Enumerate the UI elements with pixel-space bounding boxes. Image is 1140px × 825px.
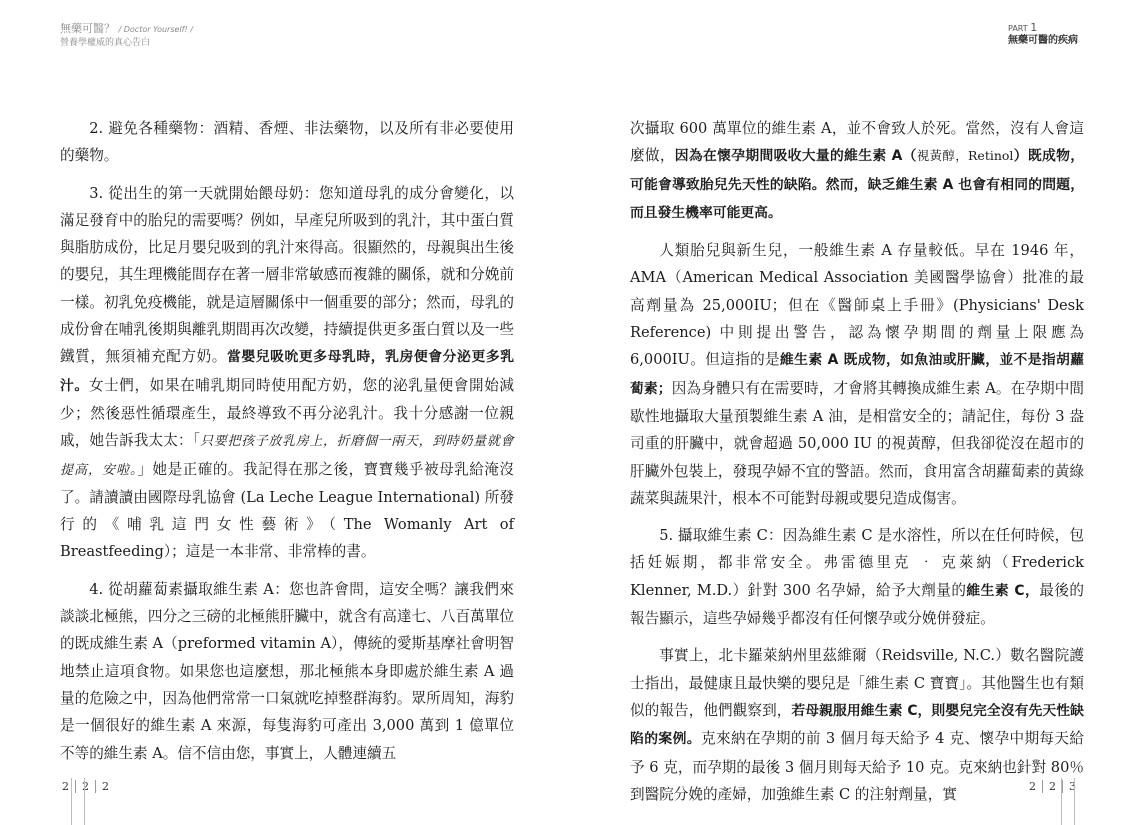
paragraph-2: 2. 避免各種藥物：酒精、香煙、非法藥物，以及所有非必要使用的藥物。 — [60, 120, 514, 165]
footer-rule — [84, 778, 85, 825]
book-subtitle: 營養學權威的真心告白 — [60, 38, 151, 48]
book-title-english: / Doctor Yourself! / — [118, 25, 193, 34]
paragraph-3: 3. 從出生的第一天就開始餵母奶：您知道母乳的成分會變化，以滿足發育中的胎兒的需要嗎？例如，早產兒所吸到的乳汁，其中蛋白質與脂肪成份，比足月嬰兒吸到的乳汁來得高。很顯然的，母親與出生後的嬰兒，其生理機能間存在著一層非常敏感而複雜的關係，就和分娩前一樣。初乳免疫機能，就是這層關係中一個重要的部分；然而，母乳的成份會在哺乳後期與離乳期間再次改變，持續提供更多蛋白質以及一些鐵質，無須補充配方奶。當嬰兒吸吮更多母乳時，乳房便會分泌更多乳汁。女士們，如果在哺乳期同時使用配方奶，您的泌乳量便會開始減少；然後惡性循環產生，最終導致不再分泌乳汁。我十分感謝一位親戚，她告訴我太太：「只要把孩子放乳房上，折磨個一兩天，到時奶量就會提高，安啦。」她是正確的。我記得在那之後，寶寶幾乎被母乳給淹沒了。請讀讀由國際母乳協會 (La Leche League International) 所發行的《哺乳這門女性藝術》（The Womanly Art of Breastfeeding）；這是一本非常、非常棒的書。 — [60, 184, 514, 561]
footer-rule — [1061, 778, 1062, 825]
paragraph-4: 4. 從胡蘿蔔素攝取維生素 A：您也許會問，這安全嗎？讓我們來談談北極熊，四分之三磅的北極熊肝臟中，就含有高達七、八百萬單位的既成維生素 A（preformed vitamin A），傳統的愛斯基摩社會明智地禁止這項食物。如果您也這麼想，那北極熊本身即處於維生素 A 過量的危險之中，因為他們常常一口氣就吃掉整群海豹。眾所周知，海豹是一個很好的維生素 A 來源，每隻海豹可產出 3,000 萬到 1 億單位不等的維生素 A。信不信由您，事實上，人體連續五 — [60, 580, 514, 762]
page-number-left: 2 2 2 — [56, 780, 115, 793]
footer-rule — [71, 778, 72, 825]
quoted-advice: 只要把孩子放乳房上，折磨個一兩天，到時奶量就會提高，安啦。 — [60, 434, 514, 478]
paragraph-vitamin-a-levels: 人類胎兒與新生兒，一般維生素 A 存量較低。早在 1946 年，AMA（American Medical Association 美國醫學協會）批准的最高劑量為 25,000IU；但在《醫師桌上手冊》(Physicians' Desk Reference) 中則提出警告，認為懷孕期間的劑量上限應為 6,000IU。但這指的是維生素 A 既成物，如魚油或肝臟，並不是指胡蘿蔔素；因為身體只有在需要時，才會將其轉換成維生素 A。在孕期中間歇性地攝取大量預製維生素 A 油，是相當安全的；請記住，每份 3 盎司重的肝臟中，就會超過 50,000 IU 的視黃醇，但我卻從沒在超市的肝臟外包裝上，發現孕婦不宜的警語。然而，食用富含胡蘿蔔素的黃綠蔬菜與蔬果汁，根本不可能對母親或嬰兒造成傷害。 — [630, 242, 1084, 507]
paragraph-5: 5. 攝取維生素 C：因為維生素 C 是水溶性，所以在任何時候，包括妊娠期，都非常安全。弗雷德里克 ‧ 克萊納（Frederick Klenner, M.D.）針對 300 名孕婦，給予大劑量的維生素 C，最後的報告顯示，這些孕婦幾乎都沒有任何懷孕或分娩併發症。 — [630, 527, 1084, 628]
right-body-text — [630, 115, 1084, 818]
book-title: 無藥可醫？ — [60, 22, 115, 35]
page-number-right: 2 2 3 — [1023, 780, 1082, 793]
paragraph-vitamin-c-babies: 事實上，北卡羅萊納州里茲維爾（Reidsville, N.C.）數名醫院護士指出，最健康且最快樂的嬰兒是「維生素 C 寶寶」。其他醫生也有類似的報告，他們觀察到，若母親服用維生素 C，則嬰兒完全沒有先天性缺陷的案例。克來納在孕期的前 3 個月每天給予 4 克、懷孕中期每天給予 6 克，而孕期的最後 3 個月則每天給予 10 克。克來納也針對 80％到醫院分娩的產婦，加強維生素 C 的注射劑量，實 — [630, 647, 1085, 803]
right-page — [570, 0, 1140, 825]
running-header-right: PART 1 無藥可醫的疾病 — [1008, 21, 1078, 46]
running-header-left — [60, 22, 193, 49]
left-body-text — [60, 115, 514, 777]
paragraph-continued: 次攝取 600 萬單位的維生素 A，並不會致人於死。當然，沒有人會這麼做，因為在懷孕期間吸收大量的維生素 A（視黃醇，Retinol）既成物，可能會導致胎兒先天性的缺陷。然而，缺乏維生素 A 也會有相同的問題，而且發生機率可能更高。 — [630, 120, 1085, 221]
chapter-title: 無藥可醫的疾病 — [1008, 35, 1078, 46]
footer-rule — [1074, 778, 1075, 825]
